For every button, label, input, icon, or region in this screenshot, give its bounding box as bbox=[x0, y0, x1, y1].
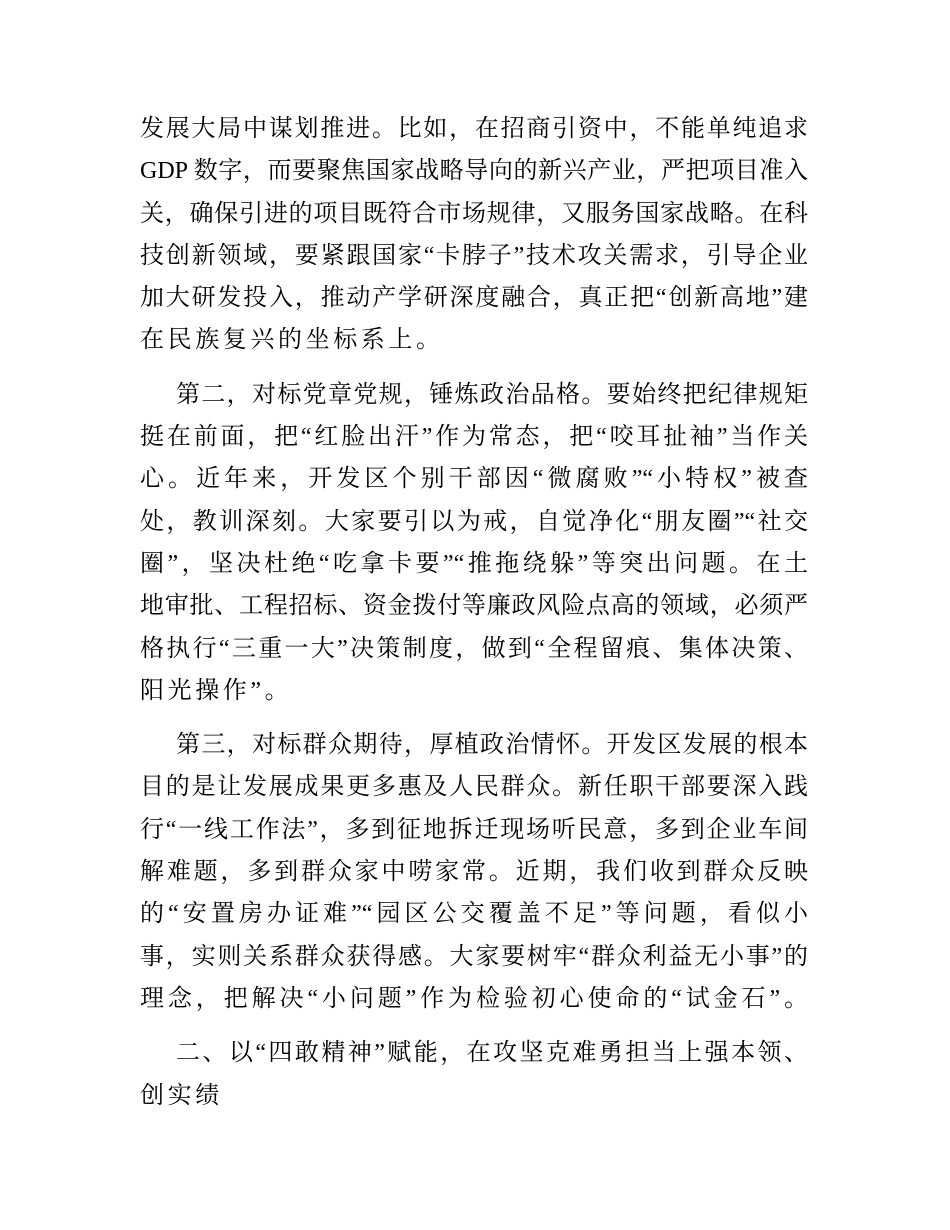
text-line: 的“安置房办证难”“园区公交覆盖不足”等问题，看似小 bbox=[140, 901, 808, 928]
text-line: 技创新领域，要紧跟国家“卡脖子”技术攻关需求，引导企业 bbox=[140, 242, 808, 269]
text-line: 格执行“三重一大”决策制度，做到“全程留痕、集体决策、 bbox=[140, 635, 808, 662]
text-line: 处，教训深刻。大家要引以为戒，自觉净化“朋友圈”“社交 bbox=[140, 508, 808, 535]
text-line: 第三，对标群众期待，厚植政治情怀。开发区发展的根本 bbox=[176, 732, 808, 759]
text-line: 第二，对标党章党规，锤炼政治品格。要始终把纪律规矩 bbox=[176, 381, 808, 408]
document-page bbox=[140, 108, 808, 1129]
text-line: 心。近年来，开发区个别干部因“微腐败”“小特权”被查 bbox=[140, 466, 808, 493]
text-line: GDP 数字，而要聚焦国家战略导向的新兴产业，严把项目准入 bbox=[140, 158, 808, 185]
text-line: 地审批、工程招标、资金拨付等廉政风险点高的领域，必须严 bbox=[140, 593, 808, 620]
paragraph-continued-strategy bbox=[140, 108, 808, 362]
text-line: 加大研发投入，推动产学研深度融合，真正把“创新高地”建 bbox=[140, 285, 808, 312]
text-line: 理念，把解决“小问题”作为检验初心使命的“试金石”。 bbox=[140, 985, 808, 1012]
heading-line: 创实绩 bbox=[140, 1082, 223, 1109]
text-line: 在民族复兴的坐标系上。 bbox=[140, 327, 444, 354]
text-line: 挺在前面，把“红脸出汗”作为常态，把“咬耳扯袖”当作关 bbox=[140, 424, 808, 451]
text-line: 发展大局中谋划推进。比如，在招商引资中，不能单纯追求 bbox=[140, 116, 808, 142]
paragraph-party-rules bbox=[140, 374, 808, 712]
text-line: 目的是让发展成果更多惠及人民群众。新任职干部要深入践 bbox=[140, 774, 808, 801]
section-heading-2 bbox=[140, 1032, 808, 1117]
text-line: 事，实则关系群众获得感。大家要树牢“群众利益无小事”的 bbox=[140, 943, 808, 970]
text-line: 圈”，坚决杜绝“吃拿卡要”“推拖绕躲”等突出问题。在土 bbox=[140, 550, 808, 577]
text-line: 阳光操作”。 bbox=[140, 677, 293, 704]
text-line: 解难题，多到群众家中唠家常。近期，我们收到群众反映 bbox=[140, 859, 808, 886]
text-line: 关，确保引进的项目既符合市场规律，又服务国家战略。在科 bbox=[140, 200, 808, 227]
text-line: 行“一线工作法”，多到征地拆迁现场听民意，多到企业车间 bbox=[140, 816, 808, 843]
paragraph-public-expectations bbox=[140, 724, 808, 1020]
heading-line: 二、以“四敢精神”赋能，在攻坚克难勇担当上强本领、 bbox=[176, 1040, 808, 1067]
